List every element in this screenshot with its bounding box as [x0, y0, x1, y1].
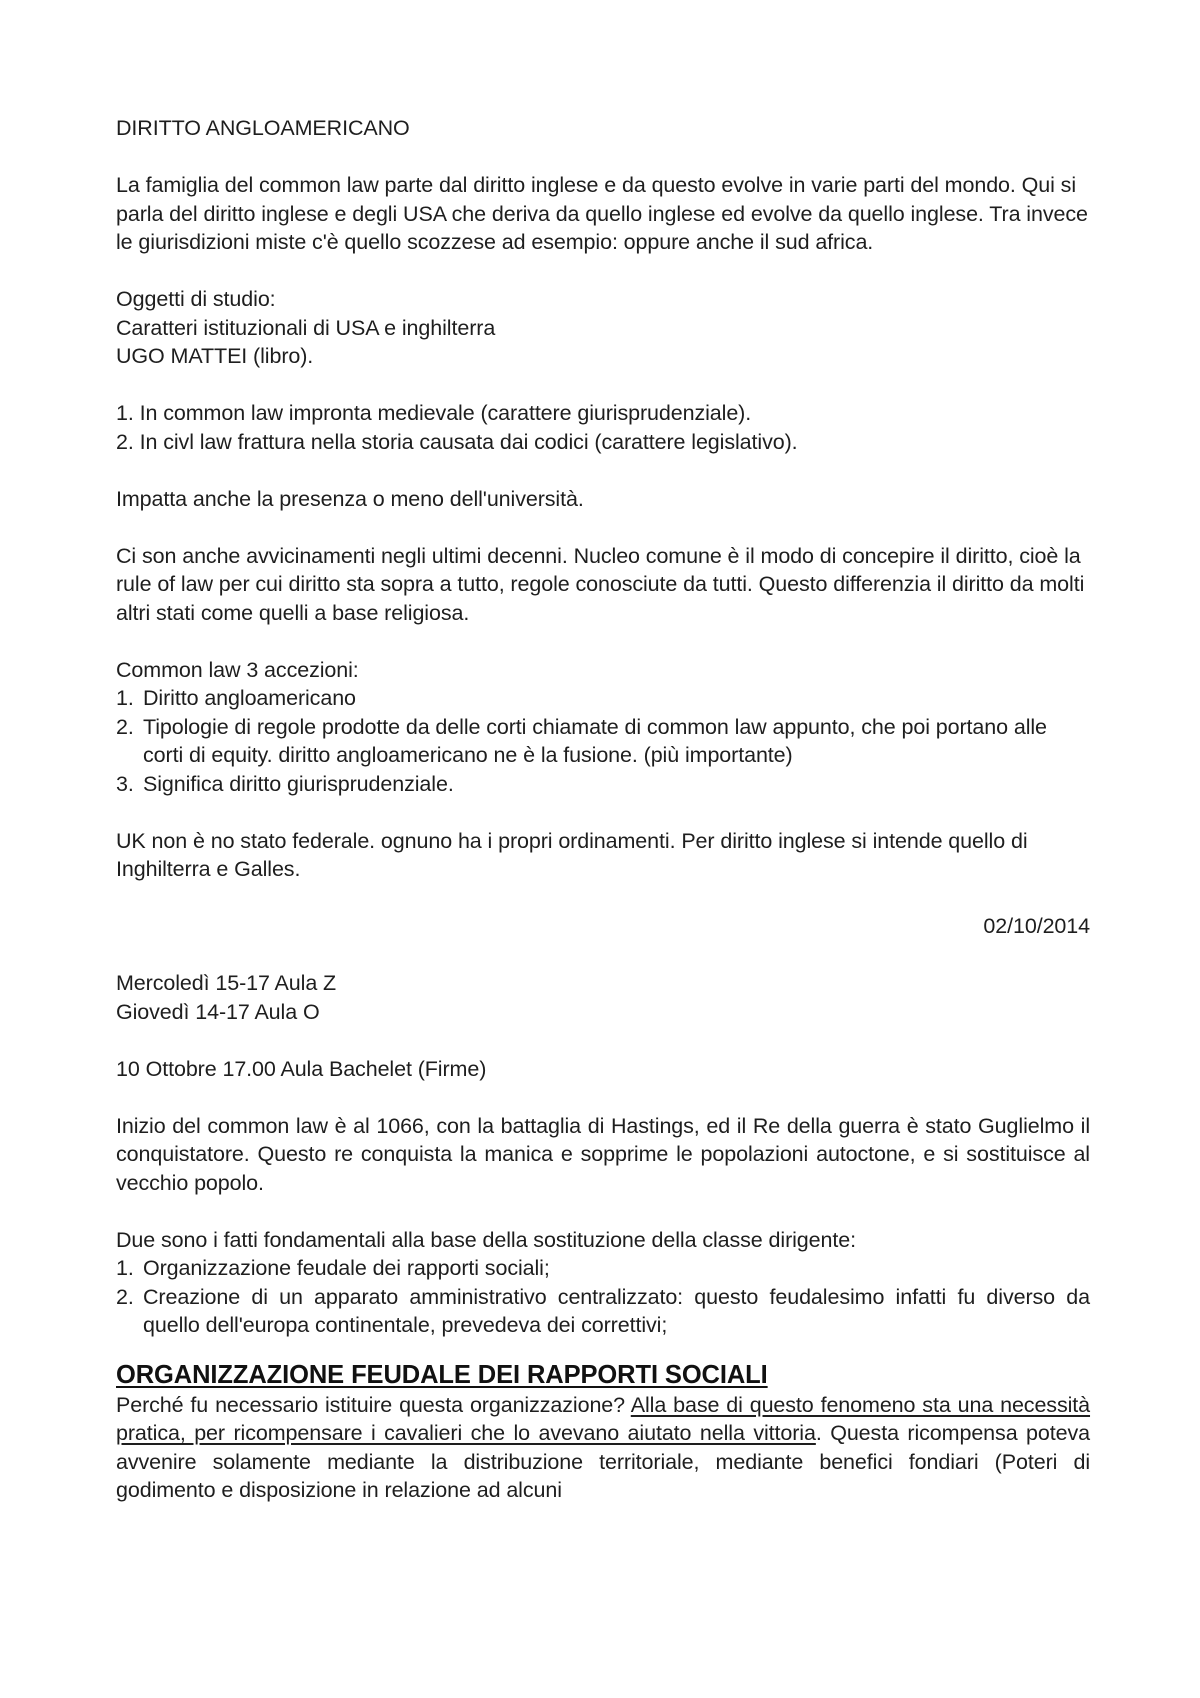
list-item [116, 770, 1090, 799]
rule-of-law-paragraph: Ci son anche avvicinamenti negli ultimi decenni. Nucleo comune è il modo di concepire il diritto, cioè la rule of law per cui diritto sta sopra a tutto, regole conosciute da tutti. Questo differenzia il diritto da molti altri stati come quelli a base religiosa. [116, 543, 1085, 625]
document-title: DIRITTO ANGLOAMERICANO [116, 116, 410, 140]
list-item-text: Organizzazione feudale dei rapporti sociali; [143, 1256, 550, 1280]
list-item-text: In common law impronta medievale (carattere giurisprudenziale). [139, 401, 752, 425]
list-item [116, 1283, 1090, 1340]
list-item [116, 713, 1090, 770]
hastings-paragraph: Inizio del common law è al 1066, con la battaglia di Hastings, ed il Re della guerra è stato Guglielmo il conquistatore. Questo re conquista la manica e sopprime le popolazioni autoctone, e si sostituisce al vecchio popolo. [116, 1113, 1090, 1195]
section-underlined-answer: Alla base di questo fenomeno sta una necessità pratica, per ricompensare i cavalieri che lo avevano aiutato nella vittoria [116, 1392, 1091, 1445]
list-item-text: Tipologie di regole prodotte da delle corti chiamate di common law appunto, che poi portano alle corti di equity. diritto angloamericano ne è la fusione. (più importante) [143, 714, 1047, 767]
study-objects-line: Caratteri istituzionali di USA e inghilterra [116, 315, 496, 340]
list-item [116, 428, 1090, 457]
list-item [116, 1254, 1090, 1283]
list-item [116, 399, 1090, 428]
section-paragraph [116, 1391, 1090, 1505]
study-objects-heading: Oggetti di studio: [116, 287, 276, 311]
signatures-line: 10 Ottobre 17.00 Aula Bachelet (Firme) [116, 1056, 487, 1081]
list-item-number: 1. [116, 686, 134, 710]
document-page [116, 114, 1090, 1505]
schedule-line: Giovedì 14-17 Aula O [116, 999, 320, 1024]
section-heading: ORGANIZZAZIONE FEUDALE DEI RAPPORTI SOCIALI [116, 1360, 768, 1389]
study-objects-line: UGO MATTEI (libro). [116, 344, 314, 368]
lecture-date: 02/10/2014 [983, 914, 1090, 938]
common-law-meanings-list [116, 684, 1090, 798]
list-item-number: 3. [116, 771, 134, 796]
list-item-text: Diritto angloamericano [143, 686, 356, 710]
uk-paragraph: UK non è no stato federale. ognuno ha i propri ordinamenti. Per diritto inglese si intende quello di Inghilterra e Galles. [116, 828, 1028, 881]
list-item-number: 2. [116, 714, 134, 739]
list-item-number: 2. [116, 1284, 134, 1309]
list-item-number: 2. [116, 429, 134, 454]
university-note: Impatta anche la presenza o meno dell'università. [116, 486, 584, 511]
intro-paragraph: La famiglia del common law parte dal diritto inglese e da questo evolve in varie parti del mondo. Qui si parla del diritto inglese e degli USA che deriva da quello inglese ed evolve da quello inglese. Tra invece le giurisdizioni miste c'è quello scozzese ad esempio: oppure anche il sud africa. [116, 173, 1088, 254]
comparison-list [116, 399, 1090, 456]
facts-list [116, 1254, 1090, 1340]
facts-heading: Due sono i fatti fondamentali alla base della sostituzione della classe dirigente: [116, 1227, 856, 1252]
list-item [116, 684, 1090, 713]
section-continuation: . Questa ricompensa poteva avvenire solamente mediante la distribuzione territoriale, mediante benefici fondiari (Poteri di godimento e disposizione in relazione ad alcuni [116, 1421, 1090, 1502]
list-item-text: Significa diritto giurisprudenziale. [143, 771, 454, 796]
list-item-text: Creazione di un apparato amministrativo centralizzato: questo feudalesimo infatti fu diverso da quello dell'europa continentale, prevedeva dei correttivi; [143, 1284, 1090, 1337]
common-law-meanings-heading: Common law 3 accezioni: [116, 657, 359, 682]
list-item-text: In civl law frattura nella storia causata dai codici (carattere legislativo). [139, 429, 798, 454]
list-item-number: 1. [116, 401, 134, 425]
schedule-line: Mercoledì 15-17 Aula Z [116, 971, 337, 995]
section-question: Perché fu necessario istituire questa organizzazione? [116, 1392, 626, 1417]
list-item-number: 1. [116, 1256, 134, 1280]
